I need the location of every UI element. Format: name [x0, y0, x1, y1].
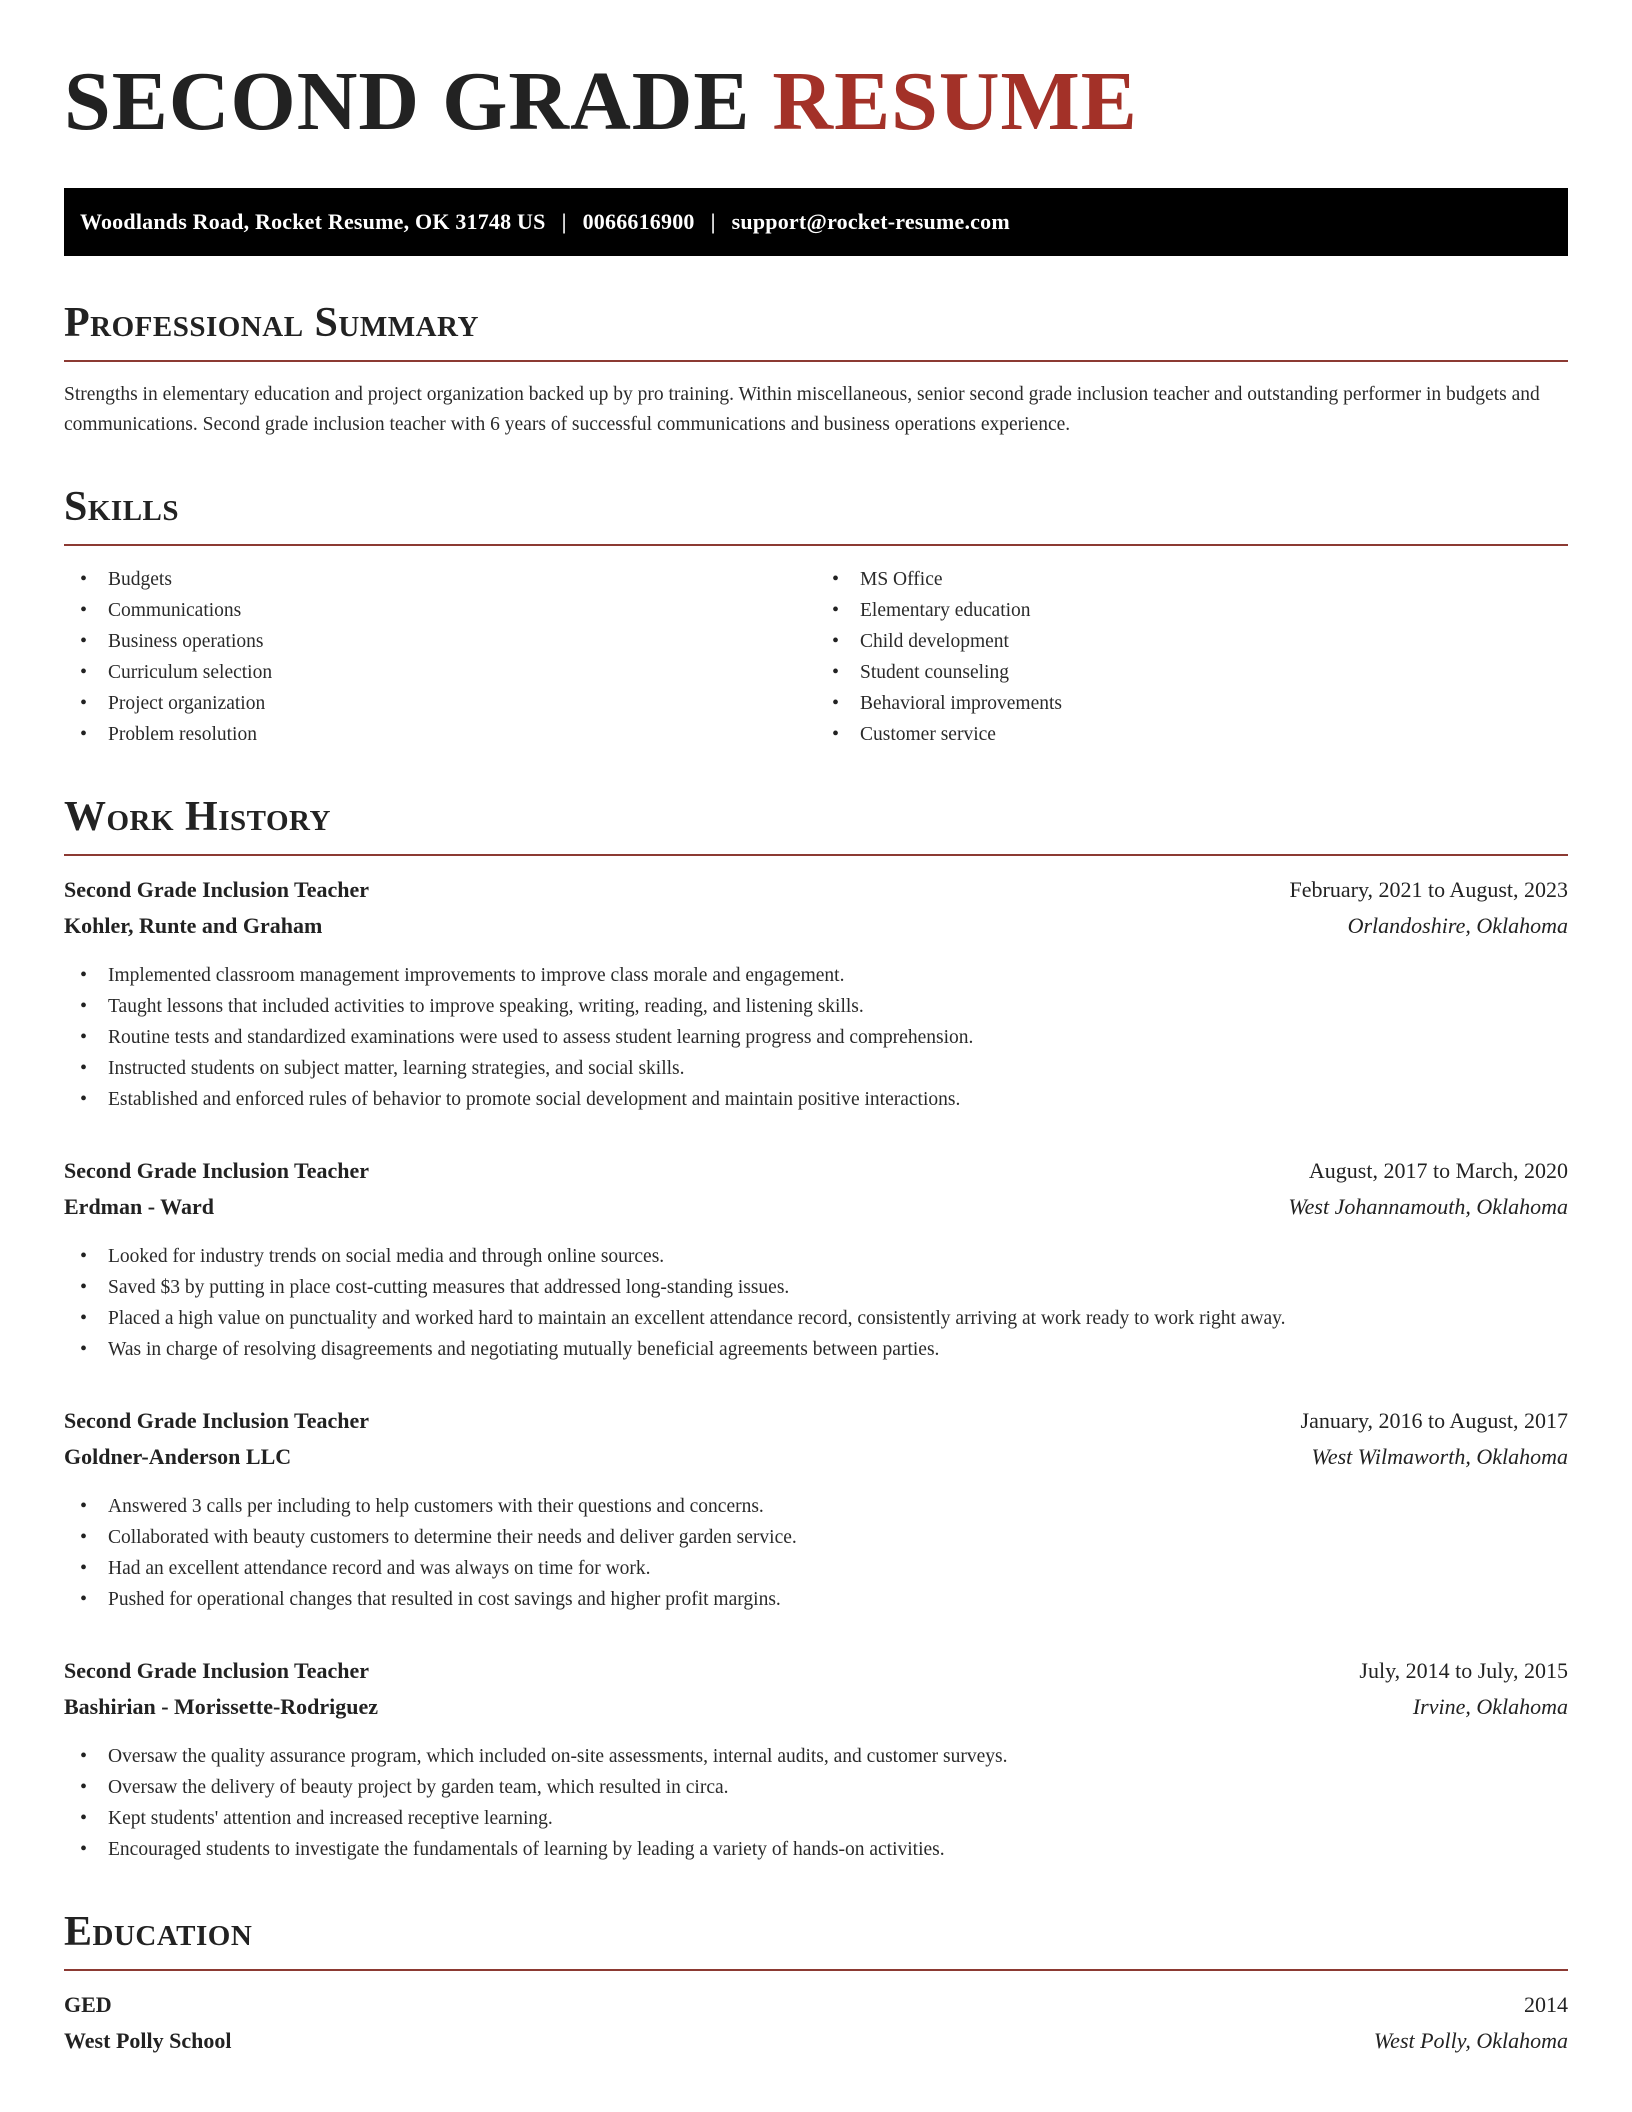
- job-bullet: • Routine tests and standardized examinations were used to assess student learning progress and comprehension.: [64, 1022, 1568, 1053]
- contact-phone: 0066616900: [582, 209, 695, 234]
- education-year: 2014: [1524, 1992, 1568, 2017]
- education-entry: [64, 1989, 1568, 2057]
- job-bullet: • Answered 3 calls per including to help customers with their questions and concerns.: [64, 1491, 1568, 1522]
- job-bullet: • Implemented classroom management improvements to improve class morale and engagement.: [64, 960, 1568, 991]
- job-title: Second Grade Inclusion Teacher: [64, 1658, 369, 1683]
- education-heading: Education: [64, 1911, 1568, 1971]
- education-section: [64, 1911, 1568, 2057]
- job-title: Second Grade Inclusion Teacher: [64, 1158, 369, 1183]
- skills-section: [64, 486, 1568, 750]
- job-dates: August, 2017 to March, 2020: [1308, 1158, 1568, 1183]
- job-bullet: • Looked for industry trends on social media and through online sources.: [64, 1241, 1568, 1272]
- job-entry: [64, 1405, 1568, 1615]
- job-bullet: • Collaborated with beauty customers to determine their needs and deliver garden service.: [64, 1522, 1568, 1553]
- resume-title: [64, 55, 1568, 148]
- job-entry: [64, 874, 1568, 1115]
- work-history-section: [64, 796, 1568, 1865]
- skill-item: • Customer service: [816, 719, 1568, 750]
- job-bullet: • Had an excellent attendance record and was always on time for work.: [64, 1553, 1568, 1584]
- job-location: West Johannamouth, Oklahoma: [1288, 1194, 1568, 1219]
- skills-column-left: [64, 564, 816, 750]
- skill-item: • Child development: [816, 626, 1568, 657]
- job-title: Second Grade Inclusion Teacher: [64, 877, 369, 902]
- contact-bar: [64, 188, 1568, 256]
- skill-item: • Elementary education: [816, 595, 1568, 626]
- skills-list: [64, 564, 1568, 750]
- job-location: West Wilmaworth, Oklahoma: [1311, 1444, 1568, 1469]
- job-dates: February, 2021 to August, 2023: [1289, 877, 1568, 902]
- job-company: Bashirian - Morissette-Rodriguez: [64, 1694, 379, 1719]
- job-entry: [64, 1155, 1568, 1365]
- job-company: Goldner-Anderson LLC: [64, 1444, 292, 1469]
- skill-item: • Problem resolution: [64, 719, 816, 750]
- job-bullet: • Saved $3 by putting in place cost-cutting measures that addressed long-standing issues.: [64, 1272, 1568, 1303]
- skills-column-right: [816, 564, 1568, 750]
- job-bullet: • Encouraged students to investigate the fundamentals of learning by leading a variety of hands-on activities.: [64, 1834, 1568, 1865]
- skill-item: • Behavioral improvements: [816, 688, 1568, 719]
- contact-address: Woodlands Road, Rocket Resume, OK 31748 US: [80, 209, 546, 234]
- job-bullet: • Oversaw the delivery of beauty project by garden team, which resulted in circa.: [64, 1772, 1568, 1803]
- job-company: Kohler, Runte and Graham: [64, 913, 323, 938]
- contact-email: support@rocket-resume.com: [731, 209, 1010, 234]
- job-entry: [64, 1655, 1568, 1865]
- job-bullet: • Kept students' attention and increased receptive learning.: [64, 1803, 1568, 1834]
- title-accent: RESUME: [772, 55, 1138, 148]
- job-bullet: • Taught lessons that included activities to improve speaking, writing, reading, and listening skills.: [64, 991, 1568, 1022]
- job-title: Second Grade Inclusion Teacher: [64, 1408, 369, 1433]
- skill-item: • Student counseling: [816, 657, 1568, 688]
- job-company: Erdman - Ward: [64, 1194, 214, 1219]
- skill-item: • MS Office: [816, 564, 1568, 595]
- job-dates: January, 2016 to August, 2017: [1300, 1408, 1568, 1433]
- job-bullets: [64, 960, 1568, 1115]
- title-primary: SECOND GRADE: [64, 55, 751, 148]
- job-bullets: [64, 1741, 1568, 1865]
- job-bullet: • Placed a high value on punctuality and worked hard to maintain an excellent attendance record, consistently arriving at work ready to work right away.: [64, 1303, 1568, 1334]
- skills-heading: Skills: [64, 486, 1568, 546]
- job-location: Orlandoshire, Oklahoma: [1347, 913, 1568, 938]
- skill-item: • Communications: [64, 595, 816, 626]
- job-bullets: [64, 1491, 1568, 1615]
- job-dates: July, 2014 to July, 2015: [1359, 1658, 1568, 1683]
- summary-text: Strengths in elementary education and project organization backed up by pro training. Within miscellaneous, senior second grade inclusion teacher and outstanding performer in budgets and communications. Second grade inclusion teacher with 6 years of successful communications and business operations experience.: [64, 384, 1540, 435]
- education-location: West Polly, Oklahoma: [1373, 2028, 1568, 2053]
- summary-heading: Professional Summary: [64, 302, 1568, 362]
- job-bullets: [64, 1241, 1568, 1365]
- job-location: Irvine, Oklahoma: [1412, 1694, 1568, 1719]
- job-bullet: • Was in charge of resolving disagreements and negotiating mutually beneficial agreements between parties.: [64, 1334, 1568, 1365]
- work-history-heading: Work History: [64, 796, 1568, 856]
- job-bullet: • Instructed students on subject matter, learning strategies, and social skills.: [64, 1053, 1568, 1084]
- job-bullet: • Established and enforced rules of behavior to promote social development and maintain positive interactions.: [64, 1084, 1568, 1115]
- contact-separator: |: [710, 209, 716, 234]
- job-bullet: • Pushed for operational changes that resulted in cost savings and higher profit margins.: [64, 1584, 1568, 1615]
- job-bullet: • Oversaw the quality assurance program, which included on-site assessments, internal audits, and customer surveys.: [64, 1741, 1568, 1772]
- skill-item: • Budgets: [64, 564, 816, 595]
- skill-item: • Project organization: [64, 688, 816, 719]
- skill-item: • Curriculum selection: [64, 657, 816, 688]
- education-degree: GED: [64, 1992, 112, 2017]
- summary-section: [64, 302, 1568, 440]
- contact-separator: |: [561, 209, 567, 234]
- education-school: West Polly School: [64, 2028, 232, 2053]
- skill-item: • Business operations: [64, 626, 816, 657]
